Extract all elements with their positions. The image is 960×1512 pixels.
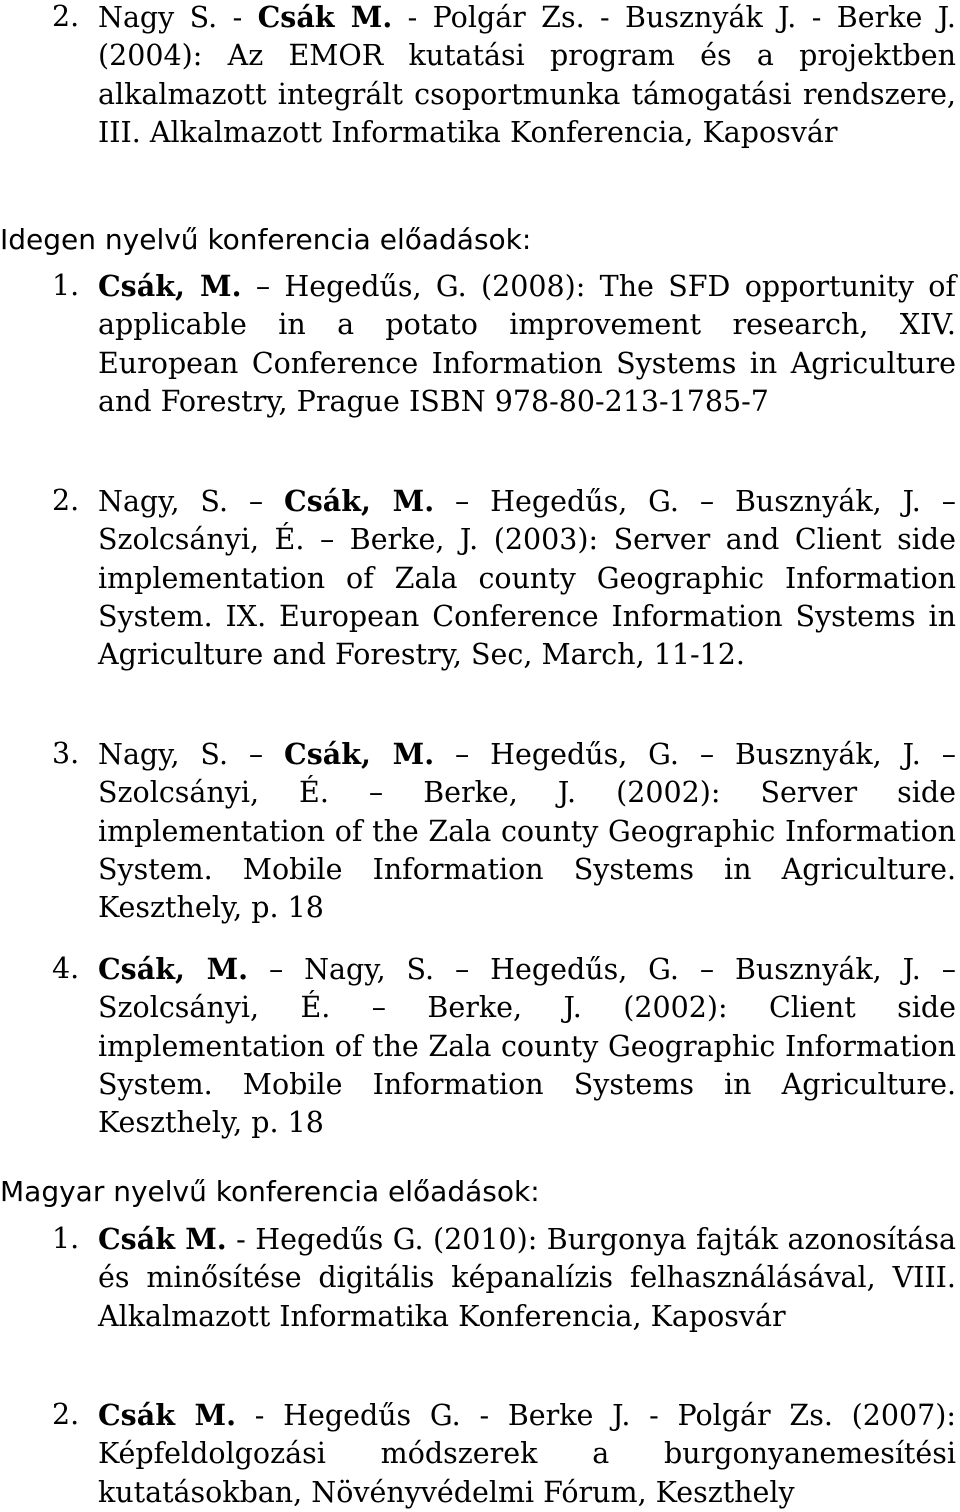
- entry-authors-pre: Nagy, S. –: [98, 738, 285, 771]
- entry-number: 1.: [52, 269, 80, 302]
- entry-text: [98, 1220, 956, 1336]
- entry-number: 2.: [52, 0, 80, 33]
- entry-rest: – Hegedűs, G. – Busznyák, J. – Szolcsányi, É. – Berke, J. (2002): Server side implementation of the Zala county Geographic Information System. Mobile Information Systems in Agriculture. Keszthely, p. 18: [98, 738, 956, 925]
- entry-text: [98, 735, 956, 927]
- entry-author-highlight: Csák, M.: [284, 737, 435, 771]
- reference-entry: [52, 267, 956, 421]
- entry-text: [98, 0, 956, 152]
- reference-entry: [52, 735, 956, 927]
- entry-author-highlight: Csák, M.: [284, 484, 435, 518]
- entry-author-highlight: Csák, M.: [98, 952, 249, 986]
- entry-author-highlight: Csák M.: [98, 1222, 227, 1256]
- entry-rest: - Polgár Zs. - Busznyák J. - Berke J. (2004): Az EMOR kutatási program és a projektben alkalmazott integrált csoportmunka támogatási rendszere, III. Alkalmazott Informatika Konferencia, Kaposvár: [98, 1, 956, 149]
- reference-entry: [52, 1220, 956, 1336]
- entry-number: 2.: [52, 484, 80, 517]
- entry-authors-pre: Nagy, S. –: [98, 485, 285, 518]
- section-heading-foreign: Idegen nyelvű konferencia előadások:: [0, 223, 532, 256]
- entry-number: 1.: [52, 1222, 80, 1255]
- entry-number: 4.: [52, 952, 80, 985]
- entry-author-highlight: Csák, M.: [98, 269, 242, 303]
- reference-entry: [52, 1396, 956, 1512]
- entry-rest: - Hegedűs G. (2010): Burgonya fajták azonosítása és minősítése digitális képanalízis felhasználásával, VIII. Alkalmazott Informatika Konferencia, Kaposvár: [98, 1223, 956, 1333]
- entry-rest: – Hegedűs, G. (2008): The SFD opportunity of applicable in a potato improvement research, XIV. European Conference Information Systems in Agriculture and Forestry, Prague ISBN 978-80-213-1785-7: [98, 270, 956, 418]
- entry-number: 2.: [52, 1398, 80, 1431]
- reference-entry: [52, 482, 956, 674]
- entry-rest: – Nagy, S. – Hegedűs, G. – Busznyák, J. – Szolcsányi, É. – Berke, J. (2002): Client side implementation of the Zala county Geographic Information System. Mobile Information Systems in Agriculture. Keszthely, p. 18: [98, 953, 956, 1140]
- entry-authors-pre: Nagy S. -: [98, 1, 258, 34]
- entry-author-highlight: Csák M.: [257, 0, 393, 34]
- entry-rest: – Hegedűs, G. – Busznyák, J. – Szolcsányi, É. – Berke, J. (2003): Server and Client side implementation of Zala county Geographic Information System. IX. European Conference Information Systems in Agriculture and Forestry, Sec, March, 11-12.: [98, 485, 956, 672]
- reference-entry: [52, 950, 956, 1142]
- entry-number: 3.: [52, 737, 80, 770]
- entry-text: [98, 482, 956, 674]
- entry-text: [98, 267, 956, 421]
- entry-author-highlight: Csák M.: [98, 1398, 237, 1432]
- entry-text: [98, 1396, 956, 1512]
- entry-rest: - Hegedűs G. - Berke J. - Polgár Zs. (2007): Képfeldolgozási módszerek a burgonyanemesítési kutatásokban, Növényvédelmi Fórum, Keszthely: [98, 1399, 956, 1509]
- section-heading-hungarian: Magyar nyelvű konferencia előadások:: [0, 1175, 540, 1208]
- reference-entry: [52, 0, 956, 152]
- entry-text: [98, 950, 956, 1142]
